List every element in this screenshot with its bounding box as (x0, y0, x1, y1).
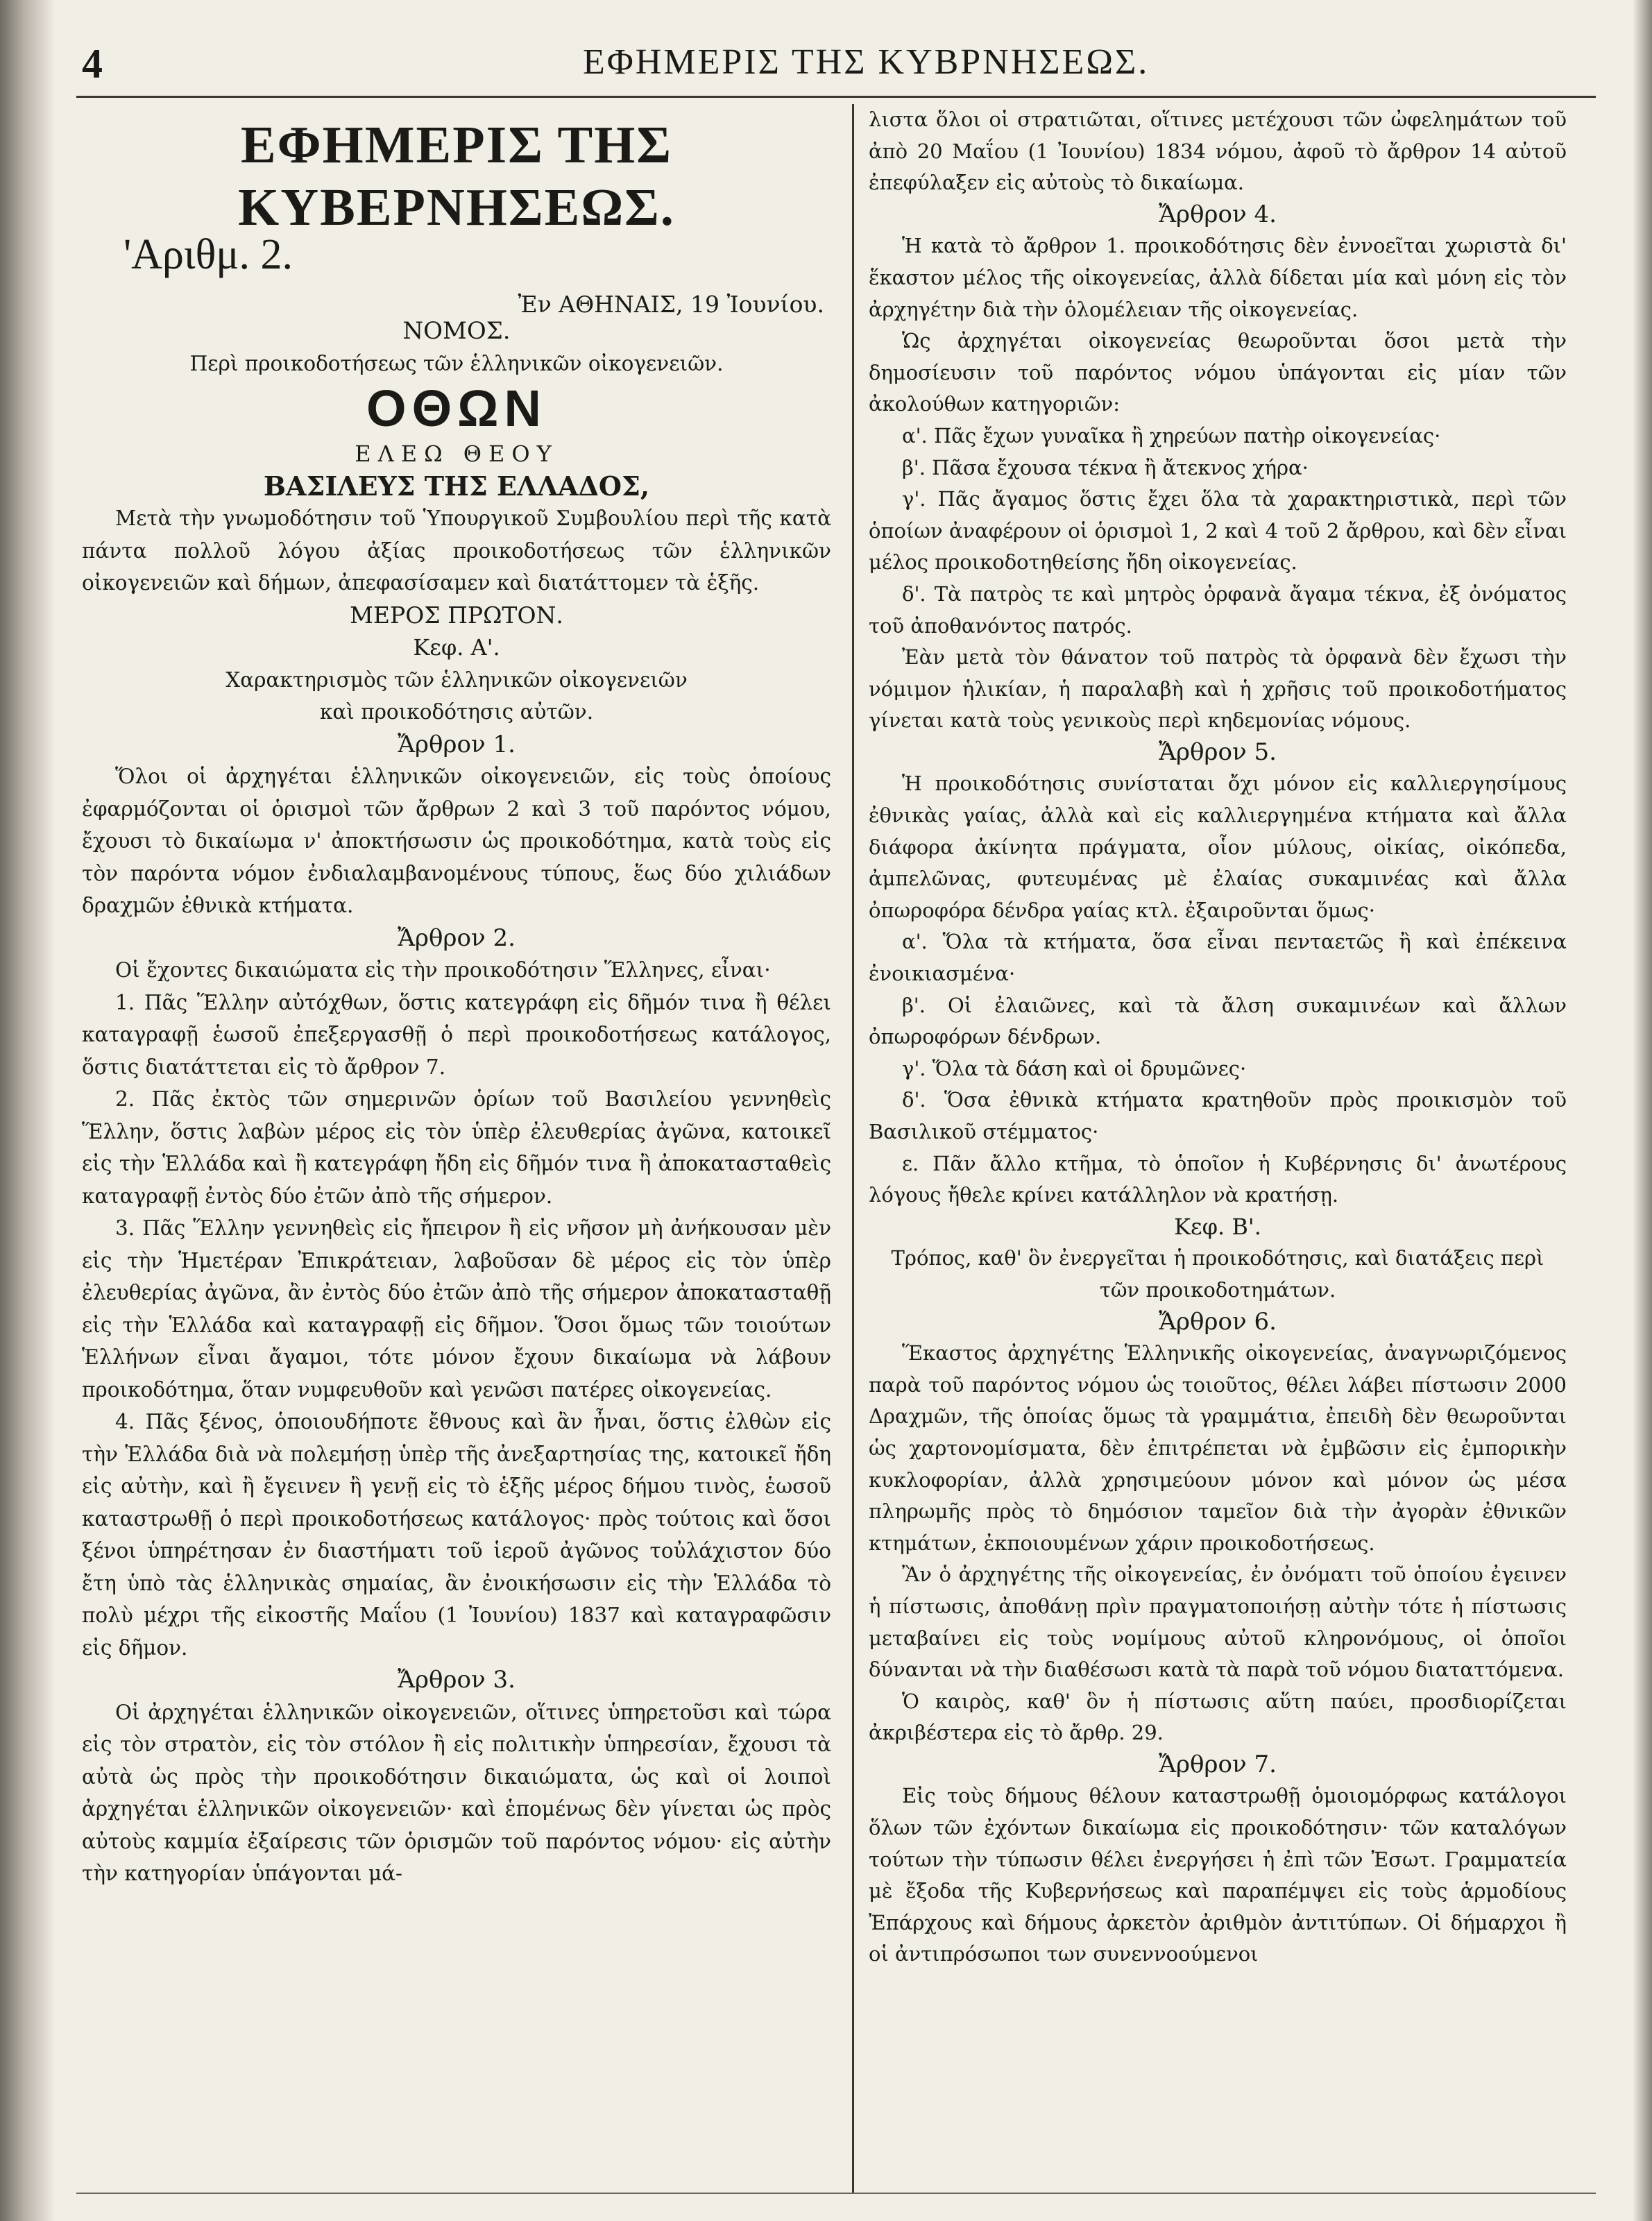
issue-line (82, 231, 831, 318)
article-7-heading: Ἄρθρον 7. (1159, 1750, 1277, 1778)
article-4-item-c: γ'. Πᾶς ἄγαμος ὅστις ἔχει ὅλα τὰ χαρακτηριστικὰ, περὶ τῶν ὁποίων ἀναφέρουν οἱ ὁρισμοὶ 1, 2 καὶ 4 τοῦ 2 ἄρθρου, καὶ δὲν εἶναι μέλος προικοδοτηθείσης ἤδη οἰκογενείας. (869, 487, 1567, 575)
king-name: ΟΘΩΝ (366, 380, 547, 437)
article-6-para-2: Ἂν ὁ ἀρχηγέτης τῆς οἰκογενείας, ἐν ὀνόματι τοῦ ὁποίου ἐγεινεν ἡ πίστωσις, ἀποθάνῃ πρὶν πραγματοποιήσῃ αὐτὴν τότε ἡ πίστωσις μεταβαίνει εἰς τοὺς νομίμους αὐτοῦ κληρονόμους, οἱ ὁποῖοι δύνανται νὰ τὴν διαθέσωσι κατὰ τὰ παρὰ τοῦ νόμου διαταττόμενα. (869, 1563, 1567, 1682)
column-divider (852, 104, 854, 2193)
article-4-para-3: Ἐὰν μετὰ τὸν θάνατον τοῦ πατρὸς τὰ ὀρφανὰ δὲν ἔχωσι τὴν νόμιμον ἡλικίαν, ἡ παραλαβὴ καὶ ἡ χρῆσις τοῦ προικοδοτήματος γίνεται κατὰ τοὺς γενικοὺς περὶ κηδεμονίας νόμους. (869, 645, 1567, 733)
page-gutter-shadow (0, 0, 56, 2221)
article-5-heading: Ἄρθρον 5. (1159, 738, 1277, 766)
page-number: 4 (82, 41, 103, 87)
issue-date: Ἐν ΑΘΗΝΑΙΣ, 19 Ἰουνίου. (518, 291, 824, 318)
law-label: ΝΟΜΟΣ. (402, 317, 511, 345)
issue-number: 'Αριθμ. 2. (124, 231, 293, 278)
chapter-b-heading: Κεφ. Β'. (1174, 1213, 1261, 1240)
page-edge-shadow (1633, 0, 1652, 2221)
article-4-item-a: α'. Πᾶς ἔχων γυναῖκα ἢ χηρεύων πατὴρ οἰκογενείας· (902, 423, 1441, 448)
article-6-heading: Ἄρθρον 6. (1159, 1307, 1277, 1336)
chapter-title-line1: Χαρακτηρισμὸς τῶν ἑλληνικῶν οἰκογενειῶν (225, 667, 688, 692)
article-6-para-1: Ἕκαστος ἀρχηγέτης Ἑλληνικῆς οἰκογενείας, ἀναγνωριζόμενος παρὰ τοῦ παρόντος νόμου ὡς τοιοῦτος, θέλει λάβει πίστωσιν 2000 Δραχμῶν, τῆς ὁποίας ὅμως τὰ γραμμάτια, ἐπειδὴ δὲν θεωροῦνται ὡς χαρτονομίσματα, δὲν ἐπιτρέπεται νὰ ἐμβῶσιν εἰς ἐμπορικὴν κυκλοφορίαν, ἀλλὰ χρησιμεύουν μόνον καὶ μόνον ὡς μέσα πληρωμῆς πρὸς τὸ δημόσιον ταμεῖον διὰ τὴν ἀγορὰν ἐθνικῶν κτημάτων, ἐκποιουμένων χάριν προικοδοτήσεως. (869, 1341, 1567, 1555)
article-5-item-d: δ'. Ὅσα ἐθνικὰ κτήματα κρατηθοῦν πρὸς προικισμὸν τοῦ Βασιλικοῦ στέμματος· (869, 1088, 1567, 1143)
article-1-heading: Ἄρθρον 1. (398, 730, 516, 758)
running-head: ΕΦΗΜΕΡΙΣ ΤΗΣ ΚΥΒΡΝΗΣΕΩΣ. (583, 42, 1150, 82)
article-7-text: Εἰς τοὺς δήμους θέλουν καταστρωθῇ ὁμοιομόρφως κατάλογοι ὅλων τῶν ἐχόντων δικαίωμα εἰς προικοδότησιν· τῶν καταλόγων τούτων τὴν τύπωσιν θέλει ἐνεργήσει ἡ ἐπὶ τῶν Ἐσωτ. Γραμματεία μὲ ἔξοδα τῆς Κυβερνήσεως καὶ παραπέμψει εἰς τοὺς ἁρμοδίους Ἐπάρχους καὶ δήμους ἀρκετὸν ἀριθμὸν ἀντιτύπων. Οἱ δήμαρχοι ἢ οἱ ἀντιπρόσωποι των συνεννοούμενοι (869, 1784, 1567, 1966)
article-4-heading: Ἄρθρον 4. (1159, 200, 1277, 228)
article-6-para-3: Ὁ καιρὸς, καθ' ὃν ἡ πίστωσις αὕτη παύει, προσδιορίζεται ἀκριβέστερα εἰς τὸ ἄρθρ. 29. (869, 1689, 1567, 1745)
masthead-title: ΕΦΗΜΕΡΙΣ ΤΗΣ ΚΥΒΕΡΝΗΣΕΩΣ. (238, 116, 675, 237)
article-3-continuation: λιστα ὅλοι οἱ στρατιῶται, οἵτινες μετέχουσι τῶν ὠφελημάτων τοῦ ἀπὸ 20 Μαΐου (1 Ἰουνίου) 1834 νόμου, ἀφοῦ τὸ ἄρθρον 14 αὐτοῦ ἐπεφύλαξεν εἰς αὐτοὺς τὸ δικαίωμα. (869, 108, 1567, 195)
article-1-text: Ὅλοι οἱ ἀρχηγέται ἑλληνικῶν οἰκογενειῶν, εἰς τοὺς ὁποίους ἐφαρμόζονται οἱ ὁρισμοὶ τῶν ἄρθρων 2 καὶ 3 τοῦ παρόντος νόμου, ἔχουσι τὸ δικαίωμα ν' ἀποκτήσωσιν ὡς προικοδότημα, κατὰ τοὺς εἰς τὸν παρόντα νόμον ἐνδιαλαμβανομένους τύπους, ἕως δύο χιλιάδων δραχμῶν ἐθνικὰ κτήματα. (82, 765, 831, 917)
chapter-heading: Κεφ. Α'. (413, 634, 500, 661)
chapter-b-title: Τρόπος, καθ' ὃν ἐνεργεῖται ἡ προικοδότησις, καὶ διατάξεις περὶ τῶν προικοδοτημάτων. (891, 1246, 1544, 1302)
article-4-para-1: Ἡ κατὰ τὸ ἄρθρον 1. προικοδότησις δὲν ἐννοεῖται χωριστὰ δι' ἕκαστον μέλος τῆς οἰκογενείας, ἀλλὰ δίδεται μία καὶ μόνη εἰς τὸν ἀρχηγέτην διὰ τὴν ὁλομέλειαν τῆς οἰκογενείας. (869, 234, 1567, 321)
law-subject: Περὶ προικοδοτήσεως τῶν ἑλληνικῶν οἰκογενειῶν. (189, 351, 724, 375)
preamble: Μετὰ τὴν γνωμοδότησιν τοῦ Ὑπουργικοῦ Συμβουλίου περὶ τῆς κατὰ πάντα πολλοῦ λόγου ἀξίας προικοδοτήσεως τῶν ἑλληνικῶν οἰκογενειῶν καὶ δήμων, ἀπεφασίσαμεν καὶ διατάττομεν τὰ ἑξῆς. (82, 507, 831, 595)
article-4-para-2: Ὡς ἀρχηγέται οἰκογενείας θεωροῦνται ὅσοι μετὰ τὴν δημοσίευσιν τοῦ παρόντος νόμου ὑπάγονται εἰς μίαν τῶν ἀκολούθων κατηγοριῶν: (869, 329, 1567, 416)
article-2-para-4: 4. Πᾶς ξένος, ὁποιουδήποτε ἔθνους καὶ ἂν ἦναι, ὅστις ἐλθὼν εἰς τὴν Ἑλλάδα διὰ νὰ πολεμήσῃ ὑπὲρ τῆς ἀνεξαρτησίας της, κατοικεῖ ἤδη εἰς αὐτὴν, καὶ ἢ ἔγεινεν ἢ γενῇ εἰς τὸ ἑξῆς μέρος δήμου τινὸς, ἑωσοῦ καταστρωθῇ ὁ περὶ προικοδοτήσεως κατάλογος· πρὸς τούτοις καὶ ὅσοι ξένοι ὑπηρέτησαν ἐν διαστήματι τοῦ ἱεροῦ ἀγῶνος τοὐλάχιστον δύο ἔτη ὑπὸ τὰς ἑλληνικὰς σημαίας, ἂν ἐνοικήσωσιν εἰς τὴν Ἑλλάδα τὸ πολὺ μέχρι τῆς εἰκοστῆς Μαΐου (1 Ἰουνίου) 1837 καὶ καταγραφῶσιν εἰς δῆμον. (82, 1410, 831, 1660)
bottom-rule (76, 2193, 1596, 2194)
article-2-para-3: 3. Πᾶς Ἕλλην γεννηθεὶς εἰς ἤπειρον ἢ εἰς νῆσον μὴ ἀνήκουσαν μὲν εἰς τὴν Ἡμετέραν Ἐπικράτειαν, λαβοῦσαν δὲ μέρος εἰς τὸν ὑπὲρ ἐλευθερίας ἀγῶνα, ἂν ἐντὸς δύο ἐτῶν ἀπὸ τῆς σήμερον ἀποκατασταθῇ εἰς τὴν Ἑλλάδα καὶ καταγραφῇ εἰς δῆμον. Ὅσοι ὅμως τῶν τοιούτων Ἑλλήνων εἶναι ἄγαμοι, τότε μόνον ἔχουν δικαίωμα νὰ λάβουν προικοδότημα, ὅταν νυμφευθοῦν καὶ γενῶσι πατέρες οἰκογενείας. (82, 1216, 831, 1402)
article-2-para-1: 1. Πᾶς Ἕλλην αὐτόχθων, ὅστις κατεγράφη εἰς δῆμόν τινα ἢ θέλει καταγραφῇ ἑωσοῦ ἐπεξεργασθῇ ὁ περὶ προικοδοτήσεως κατάλογος, ὅστις διατάττεται εἰς τὸ ἄρθρον 7. (82, 990, 831, 1079)
article-3-heading: Ἄρθρον 3. (398, 1666, 516, 1694)
by-grace-of-god: ΕΛΕΩ ΘΕΟΥ (355, 441, 559, 467)
header-rule (76, 96, 1596, 98)
article-5-item-a: α'. Ὅλα τὰ κτήματα, ὅσα εἶναι πενταετῶς ἢ καὶ ἐπέκεινα ἐνοικιασμένα· (869, 930, 1567, 986)
left-column (82, 104, 831, 1890)
article-5-item-e: ε. Πᾶν ἄλλο κτῆμα, τὸ ὁποῖον ἡ Κυβέρνησις δι' ἀνωτέρους λόγους ἤθελε κρίνει κατάλληλον νὰ κρατήσῃ. (869, 1151, 1567, 1207)
article-4-item-d: δ'. Τὰ πατρὸς τε καὶ μητρὸς ὀρφανὰ ἄγαμα τέκνα, ἐξ ὀνόματος τοῦ ἀποθανόντος πατρός. (869, 581, 1567, 638)
king-title: ΒΑΣΙΛΕΥΣ ΤΗΣ ΕΛΛΑΔΟΣ, (263, 470, 650, 502)
article-5-item-c: γ'. Ὅλα τὰ δάση καὶ οἱ δρυμῶνες· (902, 1056, 1247, 1080)
article-4-item-b: β'. Πᾶσα ἔχουσα τέκνα ἢ ἄτεκνος χήρα· (902, 455, 1309, 479)
article-5-item-b: β'. Οἱ ἐλαιῶνες, καὶ τὰ ἄλση συκαμινέων καὶ ἄλλων ὀπωροφόρων δένδρων. (869, 993, 1567, 1049)
article-2-intro: Οἱ ἔχοντες δικαιώματα εἰς τὴν προικοδότησιν Ἕλληνες, εἶναι· (115, 958, 771, 982)
chapter-title-line2: καὶ προικοδότησις αὐτῶν. (319, 700, 594, 724)
article-3-text: Οἱ ἀρχηγέται ἑλληνικῶν οἰκογενειῶν, οἵτινες ὑπηρετοῦσι καὶ τώρα εἰς τὸν στρατὸν, εἰς τὸν στόλον ἢ εἰς πολιτικὴν ὑπηρεσίαν, ἔχουσι τὰ αὐτὰ ὡς πρὸς τὴν προικοδότησιν δικαιώματα, ὡς καὶ οἱ λοιποὶ ἀρχηγέται ἑλληνικῶν οἰκογενειῶν· καὶ ἑπομένως δὲν γίνεται ὡς πρὸς αὐτοὺς καμμία ἐξαίρεσις τῶν ὁρισμῶν τοῦ παρόντος νόμου· εἰς αὐτὴν τὴν κατηγορίαν ὑπάγονται μά- (82, 1700, 831, 1885)
article-2-para-2: 2. Πᾶς ἐκτὸς τῶν σημερινῶν ὁρίων τοῦ Βασιλείου γεννηθεὶς Ἕλλην, ὅστις λαβὼν μέρος εἰς τὸν ὑπὲρ ἐλευθερίας ἀγῶνα, κατοικεῖ εἰς τὴν Ἑλλάδα καὶ ἢ κατεγράφη ἤδη εἰς δῆμόν τινα ἢ ἀποκατασταθεὶς καταγραφῇ ἐντὸς δύο ἐτῶν ἀπὸ τῆς σήμερον. (82, 1087, 831, 1208)
right-column (869, 104, 1567, 1971)
article-2-heading: Ἄρθρον 2. (398, 924, 516, 952)
part-heading: ΜΕΡΟΣ ΠΡΩΤΟΝ. (350, 601, 563, 629)
article-5-para-1: Ἡ προικοδότησις συνίσταται ὄχι μόνον εἰς καλλιεργησίμους ἐθνικὰς γαίας, ἀλλὰ καὶ εἰς καλλιεργημένα κτήματα καὶ ἄλλα διάφορα ἀκίνητα πράγματα, οἷον μύλους, οἰκίας, οἰκόπεδα, ἀμπελῶνας, φυτευμένας μὲ ἐλαίας συκαμινέας καὶ ἄλλα ὀπωροφόρα δένδρα γαίας κτλ. ἐξαιροῦνται ὅμως· (869, 772, 1567, 922)
